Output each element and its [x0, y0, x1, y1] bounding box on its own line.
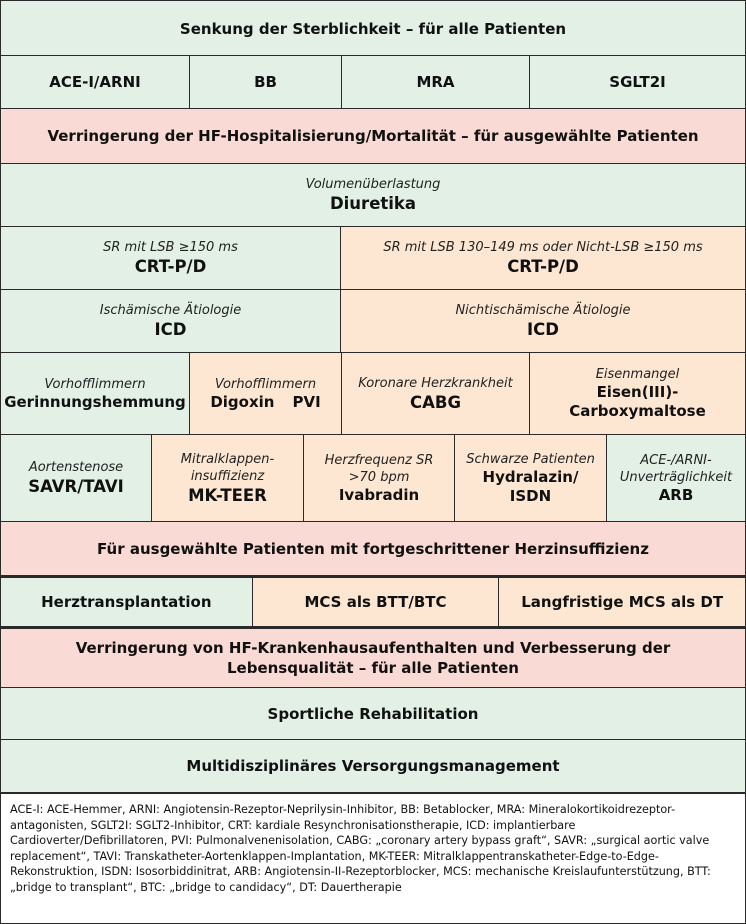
abbreviations-footnote: ACE-I: ACE-Hemmer, ARNI: Angiotensin-Rezeptor-Neprilysin-Inhibitor, BB: Betablocker, MRA: Mineralokortikoidrezeptor-antagonisten, SGLT2I: SGLT2-Inhibitor, CRT: kardiale Resynchronisationstherapie, ICD: implantierbare Cardioverter/Defibrillatoren, PVI: Pulmonalvenenisolation, CABG: „coronary artery bypass graft“, SAVR: „surgical aortic valve replacement“, TAVI: Transkatheter-Aortenklappen-Implantation, MK-TEER: Mitralklappentranskatheter-Edge-to-Edge-Rekonstruktion, ISDN: Isosorbiddinitrat, ARB: Angiotensin-II-Rezeptorblocker, MCS: mechanische Kreislaufunterstützung, BTT: „bridge to transplant“, BTC: „bridge to candidacy“, DT: Dauertherapie [0, 793, 746, 924]
drug-bb: BB [189, 55, 342, 109]
care-row [0, 740, 746, 793]
af-anticoag-therapy: Gerinnungshemmung [4, 392, 186, 411]
header-advanced-row [0, 522, 746, 577]
volume-condition: Volumenüberlastung [305, 177, 441, 192]
header-mortality-row [0, 0, 746, 57]
drug-ace-arni: ACE-I/ARNI [0, 55, 190, 109]
advanced-row [0, 577, 746, 628]
black-patients-cell [454, 434, 607, 522]
header-quality-row [0, 628, 746, 688]
af-anticoag-cell [0, 352, 190, 435]
heart-rate-condition: Herzfrequenz SR >70 bpm [324, 452, 434, 485]
volume-row [0, 164, 746, 227]
aortic-stenosis-cell [0, 434, 152, 522]
crt-lsb-therapy: CRT-P/D [134, 257, 207, 276]
icd-nonischemic-therapy: ICD [527, 320, 559, 339]
care-management: Multidisziplinäres Versorgungsmanagement [0, 739, 746, 793]
header-selected-row [0, 109, 746, 164]
ace-intolerance-therapy: ARB [658, 485, 694, 504]
crt-row [0, 227, 746, 290]
chd-cell [341, 352, 530, 435]
icd-nonischemic-condition: Nichtischämische Ätiologie [455, 303, 631, 318]
icd-row [0, 290, 746, 353]
crt-lsb-cell [0, 226, 341, 290]
ace-intolerance-cell [606, 434, 746, 522]
mcs-dt: Langfristige MCS als DT [498, 576, 746, 627]
header-mortality-all: Senkung der Sterblichkeit – für alle Patienten [0, 0, 746, 57]
header-selected-patients: Verringerung der HF-Hospitalisierung/Mortalität – für ausgewählte Patienten [0, 108, 746, 164]
aortic-stenosis-condition: Aortenstenose [28, 460, 124, 475]
icd-ischemic-cell [0, 289, 341, 353]
crt-nonlsb-cell [340, 226, 746, 290]
rehabilitation: Sportliche Rehabilitation [0, 687, 746, 740]
comorbidity-row-2 [0, 435, 746, 522]
chd-therapy: CABG [410, 392, 461, 412]
chd-condition: Koronare Herzkrankheit [358, 375, 513, 391]
crt-lsb-condition: SR mit LSB ≥150 ms [103, 240, 238, 255]
iron-cell [529, 352, 746, 435]
icd-ischemic-therapy: ICD [154, 320, 187, 339]
crt-nonlsb-condition: SR mit LSB 130–149 ms oder Nicht-LSB ≥150 ms [383, 240, 703, 255]
rehab-row [0, 688, 746, 740]
mitral-therapy: MK-TEER [188, 485, 267, 505]
af-anticoag-condition: Vorhofflimmern [44, 376, 146, 392]
black-patients-therapy: Hydralazin/ ISDN [482, 467, 579, 505]
iron-condition: Eisenmangel [595, 367, 680, 382]
drug-sglt2i: SGLT2I [529, 55, 746, 109]
af-pvi-therapy: PVI [292, 392, 321, 411]
aortic-stenosis-therapy: SAVR/TAVI [28, 477, 124, 496]
black-patients-condition: Schwarze Patienten [466, 451, 595, 467]
drug-row [0, 56, 746, 109]
heart-transplant: Herztransplantation [0, 576, 253, 627]
volume-cell [0, 163, 746, 227]
volume-therapy: Diuretika [329, 194, 417, 213]
iron-therapy: Eisen(III)-Carboxymaltose [569, 383, 706, 420]
heart-rate-therapy: Ivabradin [338, 485, 420, 504]
icd-ischemic-condition: Ischämische Ätiologie [99, 303, 242, 318]
crt-nonlsb-therapy: CRT-P/D [507, 257, 579, 276]
af-digoxin-therapy: Digoxin [210, 392, 275, 411]
mcs-btt-btc: MCS als BTT/BTC [252, 576, 500, 627]
header-advanced-hf: Für ausgewählte Patienten mit fortgeschrittener Herzinsuffizienz [0, 521, 746, 576]
ace-intolerance-condition: ACE-/ARNI-Unverträglichkeit [619, 452, 733, 485]
af-rhythm-condition: Vorhofflimmern [214, 376, 317, 392]
drug-mra: MRA [341, 55, 530, 109]
mitral-cell [151, 434, 304, 522]
icd-nonischemic-cell [340, 289, 746, 353]
header-quality-all: Verringerung von HF-Krankenhausaufenthalten und Verbesserung der Lebensqualität – für alle Patienten [0, 627, 746, 688]
heart-rate-cell [303, 434, 455, 522]
mitral-condition: Mitralklappen-insuffizienz [180, 451, 275, 484]
comorbidity-row-1 [0, 353, 746, 435]
af-rhythm-cell [189, 352, 342, 435]
